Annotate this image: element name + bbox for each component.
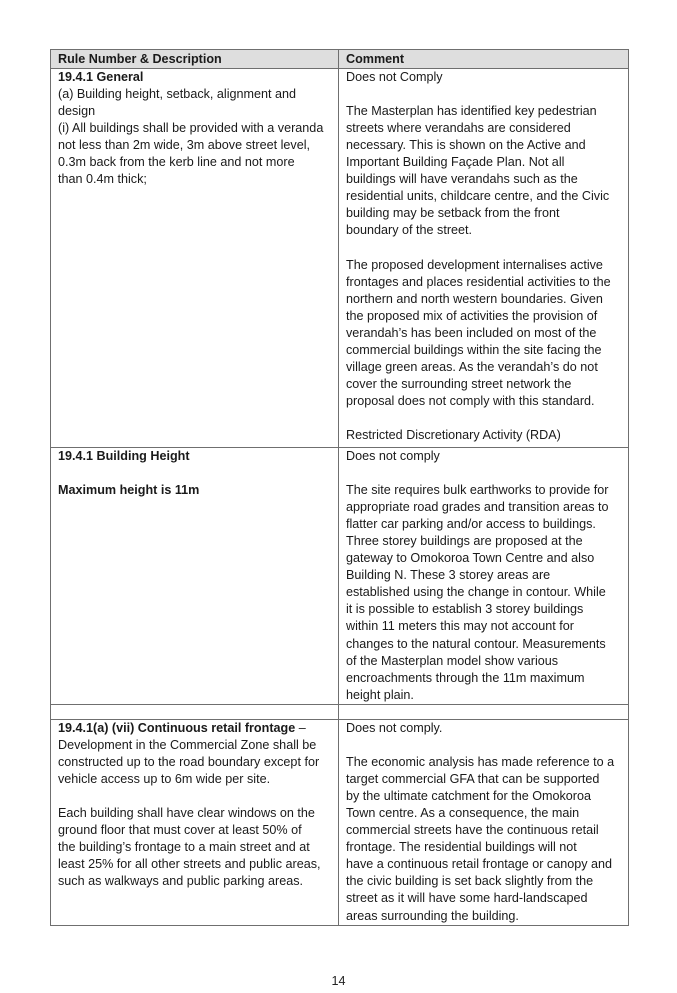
comment-text: of the Masterplan model show various	[346, 653, 559, 668]
comment-text: Building N. These 3 storey areas are	[346, 568, 551, 583]
table-row-empty	[51, 705, 629, 720]
table-row	[51, 720, 629, 926]
comment-text: proposal does not comply with this standard.	[346, 393, 595, 408]
comment-text: the civic building is set back slightly from the	[346, 874, 594, 889]
comment-text: have a continuous retail frontage or canopy and	[346, 857, 613, 872]
comment-text: frontage. The residential buildings will not	[346, 840, 577, 855]
comment-text: Three storey buildings are proposed at the	[346, 534, 583, 549]
rule-text: vehicle access up to 6m wide per site.	[58, 772, 271, 787]
activity-classification: Restricted Discretionary Activity (RDA)	[346, 427, 561, 442]
comment-text: it is possible to establish 3 storey buildings	[346, 602, 584, 617]
comment-text: changes to the natural contour. Measurements	[346, 636, 606, 651]
comment-text: residential units, childcare centre, and the Civic	[346, 189, 610, 204]
rule-title: 19.4.1(a) (vii) Continuous retail frontage	[58, 721, 296, 735]
rule-text: 0.3m back from the kerb line and not more	[58, 155, 295, 170]
comment-text: Important Building Façade Plan. Not all	[346, 155, 565, 170]
header-rule-number-description: Rule Number & Description	[51, 50, 339, 69]
comment-text: The economic analysis has made reference to a	[346, 755, 615, 770]
page-number: 14	[331, 974, 346, 988]
rule-text: least 25% for all other streets and public areas,	[58, 857, 321, 872]
rule-text: constructed up to the road boundary except for	[58, 755, 320, 770]
rule-text: (a) Building height, setback, alignment and	[58, 87, 297, 102]
comment-text: Town centre. As a consequence, the main	[346, 806, 580, 821]
comment-text: within 11 meters this may not account for	[346, 619, 574, 634]
compliance-status: Does not comply	[346, 449, 440, 463]
comment-text: the proposed mix of activities the provision of	[346, 308, 598, 323]
rule-text: than 0.4m thick;	[58, 172, 147, 187]
comment-text: verandah’s has been included on most of the	[346, 325, 597, 340]
comment-text: flatter car parking and/or access to buildings.	[346, 517, 596, 532]
comment-cell	[339, 69, 629, 448]
comment-text: commercial streets have the continuous retail	[346, 823, 599, 838]
compliance-status: Does not comply.	[346, 721, 443, 735]
rules-table	[50, 49, 629, 926]
comment-text: height plain.	[346, 687, 414, 702]
rule-title-dash: –	[295, 721, 306, 735]
rule-text: such as walkways and public parking areas.	[58, 874, 304, 889]
comment-text: target commercial GFA that can be supported	[346, 772, 600, 787]
table-row	[51, 69, 629, 448]
comment-text: established using the change in contour. While	[346, 585, 606, 600]
comment-text: appropriate road grades and transition areas to	[346, 500, 609, 515]
rule-text: Development in the Commercial Zone shall be	[58, 738, 317, 753]
comment-text: northern and north western boundaries. Given	[346, 291, 603, 306]
rule-title: 19.4.1 General	[58, 70, 144, 84]
comment-text: building may be setback from the front	[346, 206, 560, 221]
rule-text: not less than 2m wide, 3m above street level,	[58, 138, 311, 153]
rule-title: 19.4.1 Building Height	[58, 449, 190, 463]
rule-text: (i) All buildings shall be provided with a veranda	[58, 121, 324, 136]
comment-text: The Masterplan has identified key pedestrian	[346, 104, 597, 119]
rule-text: Each building shall have clear windows on the	[58, 806, 315, 821]
comment-text: areas surrounding the building.	[346, 908, 519, 923]
comment-text: encroachments through the 11m maximum	[346, 670, 585, 685]
rule-text: ground floor that must cover at least 50% of	[58, 823, 302, 838]
rule-cell	[51, 720, 339, 926]
empty-cell	[339, 705, 629, 720]
rule-cell	[51, 448, 339, 705]
comment-text: boundary of the street.	[346, 223, 473, 238]
comment-text: gateway to Omokoroa Town Centre and also	[346, 551, 595, 566]
table-header-row	[51, 50, 629, 69]
comment-text: street as it will have some hard-landscaped	[346, 891, 588, 906]
comment-text: buildings will have verandahs such as the	[346, 172, 578, 187]
comment-cell	[339, 448, 629, 705]
comment-cell	[339, 720, 629, 926]
comment-text: necessary. This is shown on the Active and	[346, 138, 586, 153]
comment-text: commercial buildings within the site facing the	[346, 342, 602, 357]
comment-text: streets where verandahs are considered	[346, 121, 571, 136]
empty-cell	[51, 705, 339, 720]
table-row	[51, 448, 629, 705]
compliance-status: Does not Comply	[346, 70, 443, 84]
comment-text: frontages and places residential activities to the	[346, 274, 611, 289]
comment-text: cover the surrounding street network the	[346, 376, 572, 391]
rule-text: design	[58, 104, 96, 119]
rule-subtitle: Maximum height is 11m	[58, 483, 200, 498]
comment-text: The site requires bulk earthworks to provide for	[346, 483, 609, 498]
rule-cell	[51, 69, 339, 448]
comment-text: village green areas. As the verandah’s do not	[346, 359, 598, 374]
rule-text: the building’s frontage to a main street and at	[58, 840, 310, 855]
comment-text: The proposed development internalises active	[346, 257, 603, 272]
header-comment: Comment	[339, 50, 629, 69]
rule-title-line	[58, 720, 332, 737]
comment-text: by the ultimate catchment for the Omokoroa	[346, 789, 591, 804]
